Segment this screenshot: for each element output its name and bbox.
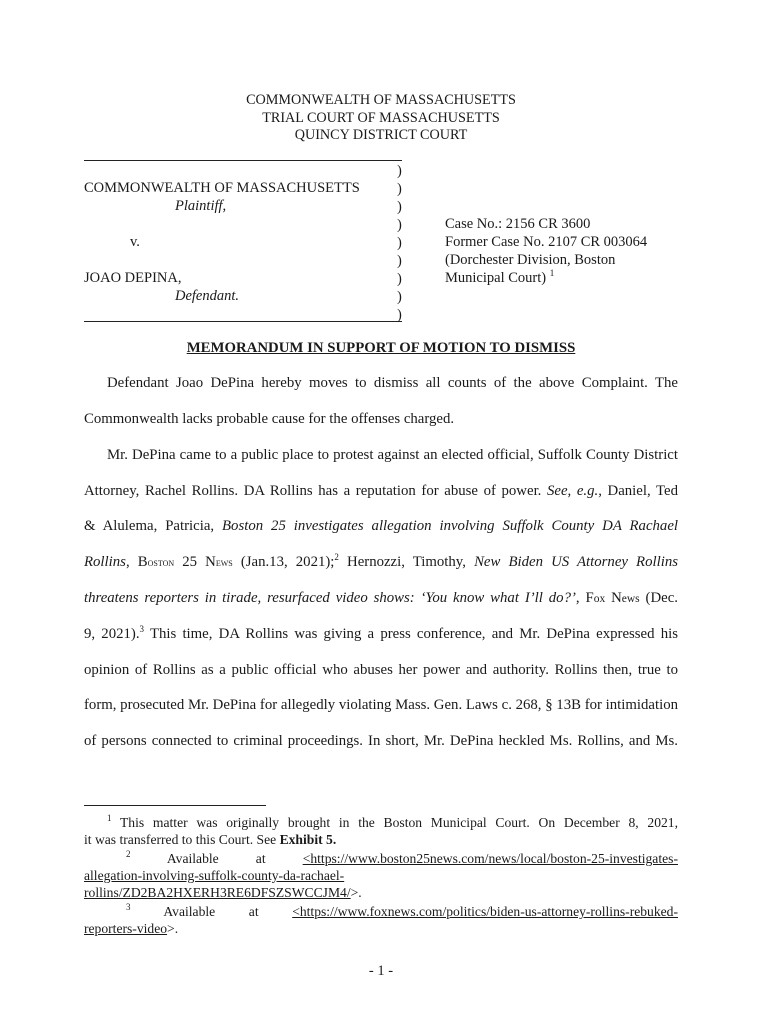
paragraph-2-line-4: Rollins, Boston 25 News (Jan.13, 2021);$^2$ Hernozzi, Timothy, New Biden US Attorney Rollins: [84, 552, 678, 570]
versus: v.: [130, 234, 140, 250]
paragraph-2-line-9: of persons connected to criminal proceedings. In short, Mr. DePina heckled Ms. Rollins, and Ms.: [84, 733, 678, 749]
footnote-separator: [84, 805, 266, 806]
paragraph-1-line-1: Defendant Joao DePina hereby moves to dismiss all counts of the above Complaint. The: [107, 375, 678, 391]
case-info: [445, 215, 647, 287]
footnote-3-line-2: reporters-video>.: [84, 921, 179, 936]
caption-top-rule: [84, 160, 402, 161]
plaintiff-name: COMMONWEALTH OF MASSACHUSETTS: [84, 180, 360, 196]
defendant-role: Defendant.: [175, 288, 240, 304]
footnote-3-link[interactable]: <https://www.foxnews.com/politics/biden-us-attorney-rollins-rebuked-: [292, 904, 679, 919]
footnote-2-line-3: rollins/ZD2BA2HXERH3RE6DFSZSWCCJM4/>.: [84, 885, 362, 900]
paragraph-2-line-2: Attorney, Rachel Rollins. DA Rollins has a reputation for abuse of power. See, e.g., Daniel, Ted: [84, 483, 678, 499]
paragraph-1-line-2: Commonwealth lacks probable cause for the offenses charged.: [84, 411, 455, 427]
paragraph-2-line-8: form, prosecuted Mr. DePina for allegedly violating Mass. Gen. Laws c. 268, § 13B for intimidation: [84, 697, 678, 713]
paragraph-2-line-1: Mr. DePina came to a public place to protest against an elected official, Suffolk County District: [107, 447, 678, 463]
paragraph-2-line-6: 9, 2021).$^3$ This time, DA Rollins was giving a press conference, and Mr. DePina expressed his: [84, 624, 678, 642]
document-page: COMMONWEALTH OF MASSACHUSETTS TRIAL COURT OF MASSACHUSETTS QUINCY DISTRICT COURT ) ) ) ) ) ) ) ) ) COMMONWEALTH OF MASSACHUSETTS Plaintiff, v. JOAO DEPINA, Defendant. Case No.: 2156 CR 3600 Former Case No. 2107 CR 003064 (Dorchester Division, Boston Municipal Court) $^1$ MEMORANDUM IN SUPPORT OF MOTION TO DISMISS Defendant Joao DePina hereby moves to dismiss all counts of the above Complaint. The Commonwealth lacks probable cause for the offenses charged. Mr. DePina came to a public place to protest against an elected official, Suffolk County District Attorney, Rachel Rollins. DA Rollins has a reputation for abuse of power. See, e.g., Daniel, Ted & Alulema, Patricia, Boston 25 investigates allegation involving Suffolk County DA Rachael Rollins, Boston 25 News (Jan.13, 2021);$^2$ Hernozzi, Timothy, New Biden US Attorney Rollins threatens reporters in tirade, resurfaced video shows: ‘You know what I’ll do?’, Fox News (Dec. 9, 2021).$^3$ This time, DA Rollins was giving a press conference, and Mr. DePina expressed his opinion of Rollins as a public official who abuses her power and authority. Rollins then, true to form, prosecuted Mr. DePina for allegedly violating Mass. Gen. Laws c. 268, § 13B for intimidation of persons connected to criminal proceedings. In short, Mr. DePina heckled Ms. Rollins, and Ms. $^1$ This matter was originally brought in the Boston Municipal Court. On December 8, 2021, it was transferred to this Court. See Exhibit 5. $^2$ Available at <https://www.boston25news.com/news/local/boston-25-investigates- allegation-involving-suffolk-county-da-rachael- rollins/ZD2BA2HXERH3RE6DFSZSWCCJM4/>. $^3$ Available at <https://www.foxnews.com/politics/biden-us-attorney-rollins-rebuked- reporters-video>. - 1 -: [0, 0, 770, 1024]
footnote-ref-3: 3: [139, 624, 145, 634]
division-line-1: (Dorchester Division, Boston: [445, 252, 616, 268]
footnote-ref-2: 2: [334, 552, 339, 562]
document-heading: MEMORANDUM IN SUPPORT OF MOTION TO DISMISS: [186, 340, 576, 356]
court-header: [0, 92, 762, 145]
case-number: Case No.: 2156 CR 3600: [445, 216, 591, 232]
court-line-2: TRIAL COURT OF MASSACHUSETTS: [262, 109, 500, 126]
defendant-name: JOAO DEPINA,: [84, 270, 182, 286]
paragraph-2-line-5: threatens reporters in tirade, resurfaced video shows: ‘You know what I’ll do?’, Fox News (Dec.: [84, 590, 678, 606]
paragraph-2-line-3: & Alulema, Patricia, Boston 25 investigates allegation involving Suffolk County DA Rachael: [84, 518, 678, 534]
paragraph-2-line-7: opinion of Rollins as a public official who abuses her power and authority. Rollins then, true to: [84, 662, 678, 678]
former-case-number: Former Case No. 2107 CR 003064: [445, 234, 648, 250]
division-line-2: Municipal Court) $^1$: [445, 268, 555, 286]
court-line-3: QUINCY DISTRICT COURT: [294, 127, 468, 143]
footnote-1-line-2: it was transferred to this Court. See Exhibit 5.: [84, 832, 337, 847]
court-line-1: COMMONWEALTH OF MASSACHUSETTS: [246, 92, 516, 108]
footnote-ref-1: 1: [549, 268, 555, 278]
footnote-2-link[interactable]: <https://www.boston25news.com/news/local/boston-25-investigates-: [302, 851, 678, 866]
caption-bottom-rule: [84, 321, 402, 322]
footnote-2-line-1: $^2$ Available at <https://www.boston25news.com/news/local/boston-25-investigates-: [126, 849, 678, 866]
page-number: - 1 -: [368, 963, 394, 979]
footnote-2-line-2: allegation-involving-suffolk-county-da-rachael-: [84, 868, 345, 883]
footnote-3-line-1: $^3$ Available at <https://www.foxnews.com/politics/biden-us-attorney-rollins-rebuked-: [126, 902, 679, 919]
footnote-1-line-1: $^1$ This matter was originally brought in the Boston Municipal Court. On December 8, 2021,: [107, 813, 678, 830]
plaintiff-role: Plaintiff,: [175, 198, 227, 214]
